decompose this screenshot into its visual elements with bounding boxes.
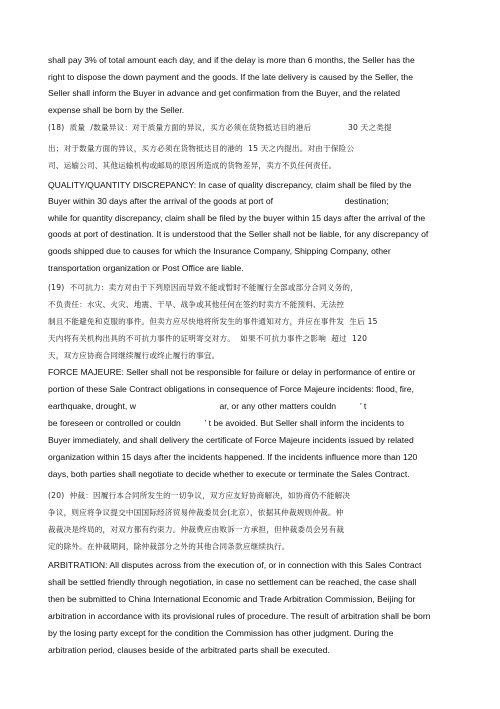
text-line: transportation organization or Post Office are liable. <box>48 263 244 273</box>
text-line: right to dispose the down payment and the goods. If the late delivery is caused by the Seller, the <box>48 72 413 82</box>
text-line: 制且不能避免和克服的事件。但卖方应尽快地将所发生的事件通知对方，并应在事件发 生后 15 <box>48 317 378 326</box>
text-line: expense shall be born by the Seller. <box>48 105 185 115</box>
text-line: Buyer within 30 days after the arrival of the goods at port of destination; <box>48 196 389 206</box>
text-line: while for quantity discrepancy, claim shall be filed by the buyer within 15 days after the arrival of the <box>48 213 426 223</box>
text-line: goods at port of destination. It is understood that the Seller shall not be liable, for any discrepancy of <box>48 229 429 239</box>
text-line: then be submitted to China International Economic and Trade Arbitration Commission, Beijing for <box>48 594 416 604</box>
clause-18-heading: (18) 质量 /数量异议：对于质量方面的异议，买方必须在货物抵达目的港后 30 天之类提 <box>48 123 392 132</box>
text-line: by the losing party except for the condition the Commission has other judgment. During the <box>48 628 394 638</box>
text-line: 天内将有关机构出具的不可抗力事件的证明寄交对方。 如果不可抗力事件之影响 超过 120 <box>48 334 368 343</box>
arbitration-heading: ARBITRATION: All disputes across from the execution of, or in connection with this Sales Contract <box>48 560 422 570</box>
clause-20-heading: (20) 仲裁：因履行本合同所发生的一切争议，双方应友好协商解决，如协商仍不能解决 <box>48 491 351 500</box>
text-line: goods shipped due to causes for which the Insurance Company, Shipping Company, other <box>48 246 391 256</box>
text-line: be foreseen or controlled or couldn ’ t be avoided. But Seller shall inform the incidents to <box>48 418 405 428</box>
force-majeure-heading: FORCE MAJEURE: Seller shall not be responsible for failure or delay in performance of entire or <box>48 367 416 377</box>
text-line: earthquake, drought, w ar, or any other matters couldn ’ t <box>48 401 367 411</box>
text-line: 司、运输公司、其他运输机构或邮局的原因所造成的货物差异，卖方不负任何责任。 <box>48 161 337 170</box>
text-line: 定的除外。在仲裁期间，除仲裁部分之外的其他合同条款应继续执行。 <box>48 542 290 551</box>
clause-19-heading: (19) 不可抗力：卖方对由于下列原因而导致不能或暂时不能履行全部或部分合同义务的， <box>48 283 358 292</box>
text-line: portion of these Sale Contract obligations in consequence of Force Majeure incidents: flood, fire, <box>48 384 414 394</box>
text-line: 天，双方应协商合同继续履行或终止履行的事宜。 <box>48 351 220 360</box>
text-line: Seller shall inform the Buyer in advance and get confirmation from the Buyer, and the related <box>48 88 401 98</box>
text-line: 裁裁决是终局的，对双方都有约束力。仲裁费应由败诉一方承担，但仲裁委员会另有裁 <box>48 525 345 534</box>
text-line: shall be settled friendly through negotiation, in case no settlement can be reached, the case shall <box>48 577 417 587</box>
text-line: shall pay 3% of total amount each day, and if the delay is more than 6 months, the Seller has the <box>48 55 415 65</box>
text-line: arbitration period, clauses beside of the arbitrated parts shall be executed. <box>48 645 330 655</box>
text-line: 出；对于数量方面的异议，买方必须在货物抵达目的港的 15 天之内提出。对由于保险公 <box>48 144 355 153</box>
quality-discrepancy-heading: QUALITY/QUANTITY DISCREPANCY: In case of quality discrepancy, claim shall be filed by the <box>48 180 412 190</box>
text-line: Buyer immediately, and shall delivery the certificate of Force Majeure incidents issued by related <box>48 435 414 445</box>
text-line: organization within 15 days after the incidents happened. If the incidents influence more than 120 <box>48 452 418 462</box>
text-line: days, both parties shall negotiate to decide whether to execute or terminate the Sales Contract. <box>48 469 410 479</box>
text-line: arbitration in accordance with its provisional rules of procedure. The result of arbitration shall be born <box>48 611 431 621</box>
text-line: 不负责任：水灾、火灾、地震、干旱、战争或其他任何在签约时卖方不能预料、无法控 <box>48 300 345 309</box>
text-line: 争议，则应将争议提交中国国际经济贸易仲裁委员会(北京），依据其仲裁规则仲裁。仲 <box>48 508 344 517</box>
